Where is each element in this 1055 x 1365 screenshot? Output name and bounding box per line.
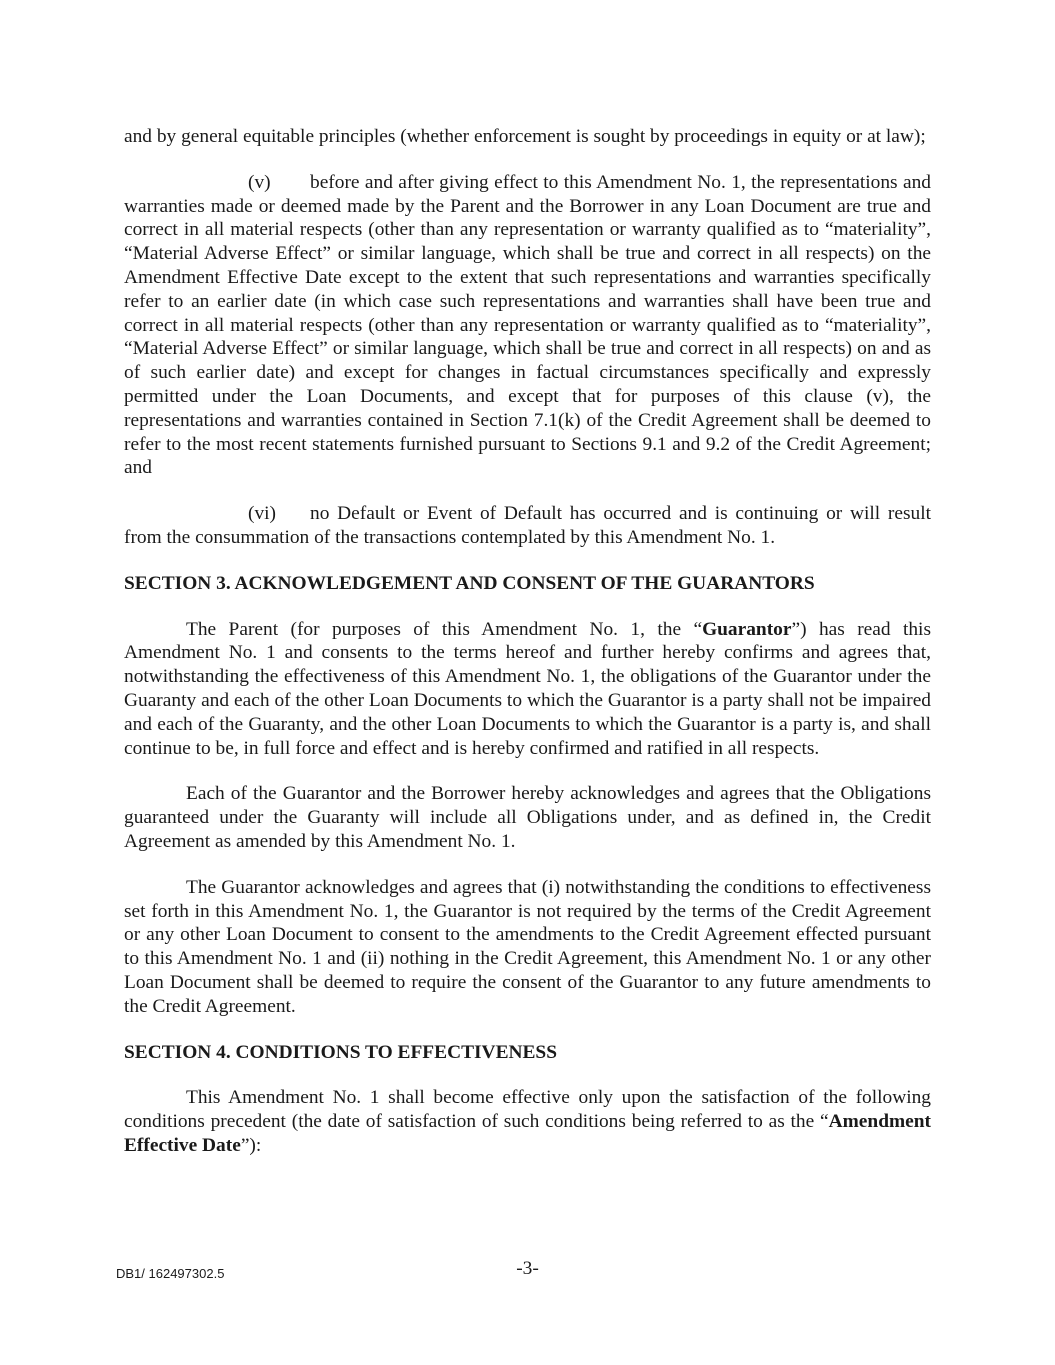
section-3-paragraph-1: [124, 618, 931, 761]
clause-v-label: (v): [248, 171, 271, 193]
section-4-p1-post: ”):: [240, 1134, 262, 1156]
clause-v-text: before and after giving effect to this Amendment No. 1, the representations and warranties made or deemed made by the Parent and the Borrower in any Loan Document are true and correct in all material respects (other than any representation or warranty qualified as to “materiality”, “Material Adverse Effect” or similar language, which shall be true and correct in all respects) on the Amendment Effective Date except to the extent that such representations and warranties specifically refer to an earlier date (in which case such representations and warranties shall have been true and correct in all material respects (other than any representation or warranty qualified as to “materiality”, “Material Adverse Effect” or similar language, which shall be true and correct in all respects) on and as of such earlier date) and except for changes in factual circumstances specifically and expressly permitted under the Loan Documents, and except that for purposes of this clause (v), the representations and warranties contained in Section 7.1(k) of the Credit Agreement shall be deemed to refer to the most recent statements furnished pursuant to Sections 9.1 and 9.2 of the Credit Agreement; and: [124, 171, 931, 479]
defined-term-amendment-effective-date: Amendment Effective Date: [124, 1111, 931, 1156]
document-body: [124, 125, 931, 1158]
defined-term-guarantor: Guarantor: [702, 618, 792, 640]
clause-vi-text: no Default or Event of Default has occurred and is continuing or will result from the consummation of the transactions contemplated by this Amendment No. 1.: [124, 503, 931, 548]
section-3-heading: SECTION 3. ACKNOWLEDGEMENT AND CONSENT OF THE GUARANTORS: [124, 572, 815, 594]
section-4-paragraph-1: [124, 1086, 931, 1157]
section-3-p1-pre: The Parent (for purposes of this Amendment No. 1, the “: [186, 618, 703, 640]
clause-v: [124, 171, 931, 480]
section-4-heading: SECTION 4. CONDITIONS TO EFFECTIVENESS: [124, 1041, 558, 1063]
page-number: -3-: [516, 1258, 539, 1279]
section-3-paragraph-2: Each of the Guarantor and the Borrower hereby acknowledges and agrees that the Obligations guaranteed under the Guaranty will include all Obligations under, and as defined in, the Credit Agreement as amended by this Amendment No. 1.: [124, 783, 931, 852]
section-4-p1-pre: This Amendment No. 1 shall become effective only upon the satisfaction of the following conditions precedent (the date of satisfaction of such conditions being referred to as the “: [124, 1087, 931, 1133]
section-3-paragraph-3: The Guarantor acknowledges and agrees that (i) notwithstanding the conditions to effectiveness set forth in this Amendment No. 1, the Guarantor is not required by the terms of the Credit Agreement or any other Loan Document to consent to the amendments to the Credit Agreement effected pursuant to this Amendment No. 1 and (ii) nothing in the Credit Agreement, this Amendment No. 1 or any other Loan Document shall be deemed to require the consent of the Guarantor to any future amendments to the Credit Agreement.: [124, 876, 931, 1017]
clause-vi: [124, 502, 931, 550]
intro-paragraph: and by general equitable principles (whether enforcement is sought by proceedings in equity or at law);: [124, 126, 926, 147]
footer-document-id: DB1/ 162497302.5: [116, 1266, 225, 1281]
clause-vi-label: (vi): [248, 503, 276, 525]
section-3-p1-post: ”) has read this Amendment No. 1 and consents to the terms hereof and further hereby confirms and agrees that, notwithstanding the effectiveness of this Amendment No. 1, the obligations of the Guarantor under the Guaranty and each of the other Loan Documents to which the Guarantor is a party shall not be impaired and each of the Guaranty, and the other Loan Documents to which the Guarantor is a party is, and shall continue to be, in full force and effect and is hereby confirmed and ratified in all respects.: [124, 618, 931, 759]
